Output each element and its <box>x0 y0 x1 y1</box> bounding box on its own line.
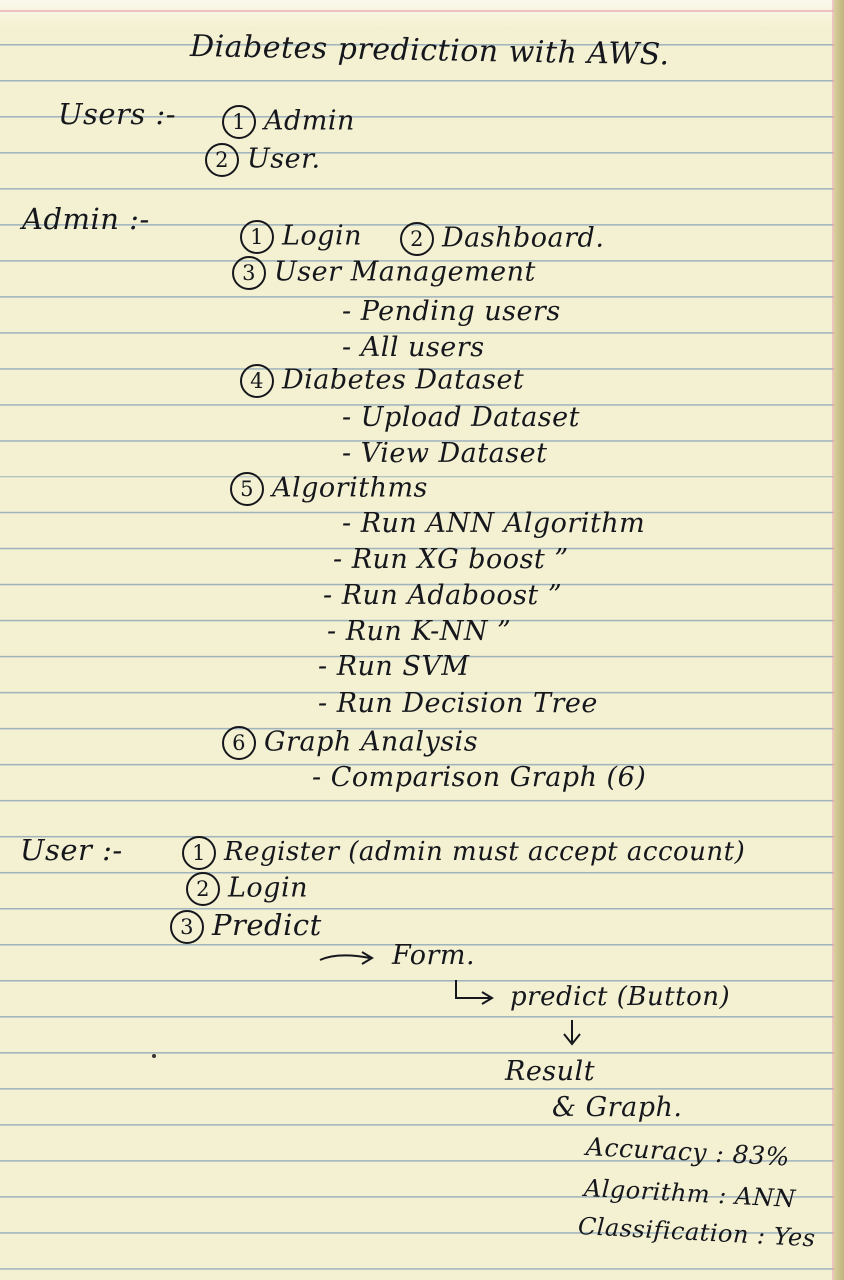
admin-sub-upload-dataset: - Upload Dataset <box>342 402 580 433</box>
users-item-user <box>205 143 321 177</box>
user-item-predict <box>170 910 322 944</box>
number-circle: 1 <box>182 836 216 870</box>
page-title: Diabetes prediction with AWS. <box>189 29 670 73</box>
admin-item-diabetes-dataset <box>240 364 524 398</box>
admin-sub-run-xgboost: - Run XG boost ” <box>333 544 569 575</box>
user-item-register <box>182 836 745 870</box>
admin-sub-run-ann: - Run ANN Algorithm <box>342 508 646 539</box>
algorithm-text: Algorithm : ANN <box>583 1174 797 1214</box>
admin-sub-run-knn: - Run K-NN ” <box>327 616 512 647</box>
admin-sub-view-dataset: - View Dataset <box>342 438 548 469</box>
number-circle: 2 <box>400 222 434 256</box>
arrow-down-icon <box>558 1018 588 1048</box>
ink-dot <box>152 1054 156 1058</box>
admin-sub-comparison-graph: - Comparison Graph (6) <box>312 762 647 793</box>
number-circle: 2 <box>205 143 239 177</box>
admin-item-algorithms-text: Algorithms <box>272 472 428 504</box>
arrow-to-predict-button-icon <box>452 978 502 1008</box>
user-item-predict-text: Predict <box>212 908 322 942</box>
number-circle: 6 <box>222 726 256 760</box>
admin-item-user-management <box>232 256 536 290</box>
result-label: Result <box>505 1056 596 1087</box>
top-margin-line <box>0 10 844 12</box>
graph-label: & Graph. <box>552 1092 683 1123</box>
users-item-admin <box>222 105 355 139</box>
admin-sub-run-svm: - Run SVM <box>318 651 470 682</box>
number-circle: 1 <box>222 105 256 139</box>
user-item-register-text: Register (admin must accept account) <box>224 837 746 867</box>
number-circle: 4 <box>240 364 274 398</box>
admin-item-user-management-text: User Management <box>274 256 536 288</box>
number-circle: 3 <box>170 910 204 944</box>
admin-sub-all-users: - All users <box>342 332 485 363</box>
admin-item-login <box>240 220 362 254</box>
classification-text: Classification : Yes <box>577 1212 817 1253</box>
admin-item-login-text: Login <box>282 220 362 252</box>
admin-label: Admin :- <box>22 202 150 236</box>
user-item-login-text: Login <box>228 872 308 904</box>
admin-item-graph-analysis-text: Graph Analysis <box>264 726 479 758</box>
number-circle: 1 <box>240 220 274 254</box>
page-edge <box>834 0 844 1280</box>
admin-item-diabetes-dataset-text: Diabetes Dataset <box>282 364 525 396</box>
accuracy-text: Accuracy : 83% <box>585 1132 791 1172</box>
users-item-user-text: User. <box>247 143 321 175</box>
admin-item-algorithms <box>230 472 428 506</box>
admin-item-dashboard-text: Dashboard. <box>442 222 605 254</box>
number-circle: 5 <box>230 472 264 506</box>
user-item-login <box>186 872 308 906</box>
admin-sub-run-decision-tree: - Run Decision Tree <box>318 688 598 719</box>
users-label: Users :- <box>58 97 177 131</box>
form-label: Form. <box>392 940 476 971</box>
admin-sub-run-adaboost: - Run Adaboost ” <box>323 580 563 611</box>
user-label: User :- <box>20 833 123 867</box>
users-item-admin-text: Admin <box>264 105 355 137</box>
admin-item-graph-analysis <box>222 726 478 760</box>
predict-button-label: predict (Button) <box>510 982 731 1012</box>
number-circle: 2 <box>186 872 220 906</box>
arrow-to-form-icon <box>318 950 378 970</box>
admin-sub-pending-users: - Pending users <box>342 296 561 327</box>
admin-item-dashboard <box>400 222 604 256</box>
number-circle: 3 <box>232 256 266 290</box>
